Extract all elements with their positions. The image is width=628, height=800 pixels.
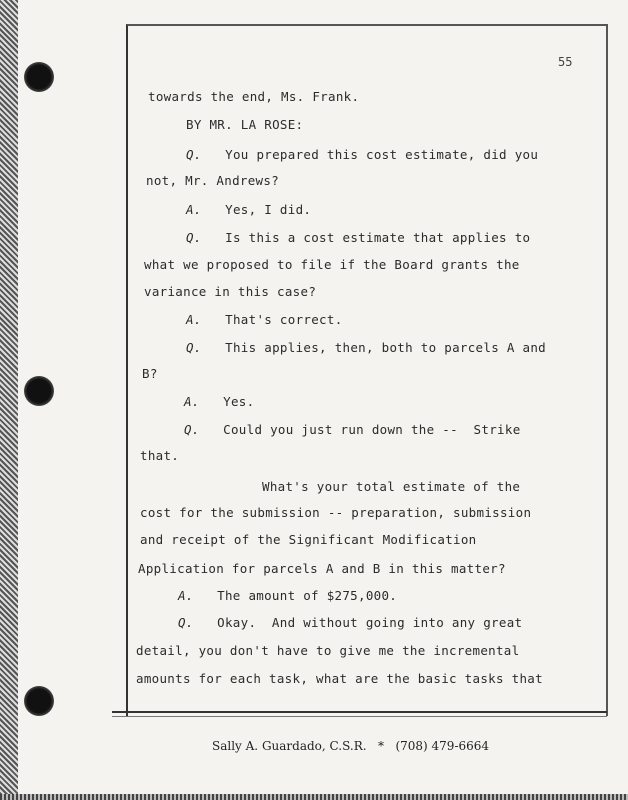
transcript-line: B? — [142, 366, 158, 381]
transcript-line: detail, you don't have to give me the incremental — [136, 643, 520, 658]
reporter-footer — [212, 739, 489, 753]
reporter-name: Sally A. Guardado, C.S.R. — [212, 739, 367, 753]
page-number: 55 — [558, 55, 573, 69]
transcript-line: Q. Okay. And without going into any great — [178, 615, 523, 630]
frame-bottom-rule-inner — [112, 716, 607, 717]
binder-hole-middle — [24, 376, 54, 406]
transcript-line: A. The amount of $275,000. — [178, 588, 398, 603]
transcript-line: not, Mr. Andrews? — [146, 173, 280, 188]
transcript-line: variance in this case? — [144, 284, 317, 299]
transcript-line: A. Yes, I did. — [186, 202, 312, 217]
transcript-line: Application for parcels A and B in this matter? — [138, 561, 506, 576]
transcript-line: A. Yes. — [184, 394, 255, 409]
transcript-line: towards the end, Ms. Frank. — [148, 89, 360, 104]
frame-bottom-rule — [112, 711, 607, 713]
transcript-line: A. That's correct. — [186, 312, 343, 327]
transcript-line: Q. You prepared this cost estimate, did you — [186, 147, 539, 162]
transcript-line: What's your total estimate of the — [262, 479, 521, 494]
transcript-line: Q. This applies, then, both to parcels A and — [186, 340, 546, 355]
transcript-line: that. — [140, 448, 180, 463]
scan-bottom-edge — [0, 794, 628, 800]
binder-hole-bottom — [24, 686, 54, 716]
reporter-phone: (708) 479-6664 — [395, 739, 490, 753]
binder-hole-top — [24, 62, 54, 92]
transcript-line: what we proposed to file if the Board grants the — [144, 257, 520, 272]
scan-left-edge — [0, 0, 18, 800]
transcript-line: amounts for each task, what are the basic tasks that — [136, 671, 543, 686]
footer-separator: * — [378, 739, 384, 753]
transcript-line: Q. Could you just run down the -- Strike — [184, 422, 521, 437]
transcript-line: cost for the submission -- preparation, submission — [140, 505, 532, 520]
transcript-line: Q. Is this a cost estimate that applies to — [186, 230, 531, 245]
transcript-line: and receipt of the Significant Modification — [140, 532, 477, 547]
transcript-line: BY MR. LA ROSE: — [186, 117, 304, 132]
